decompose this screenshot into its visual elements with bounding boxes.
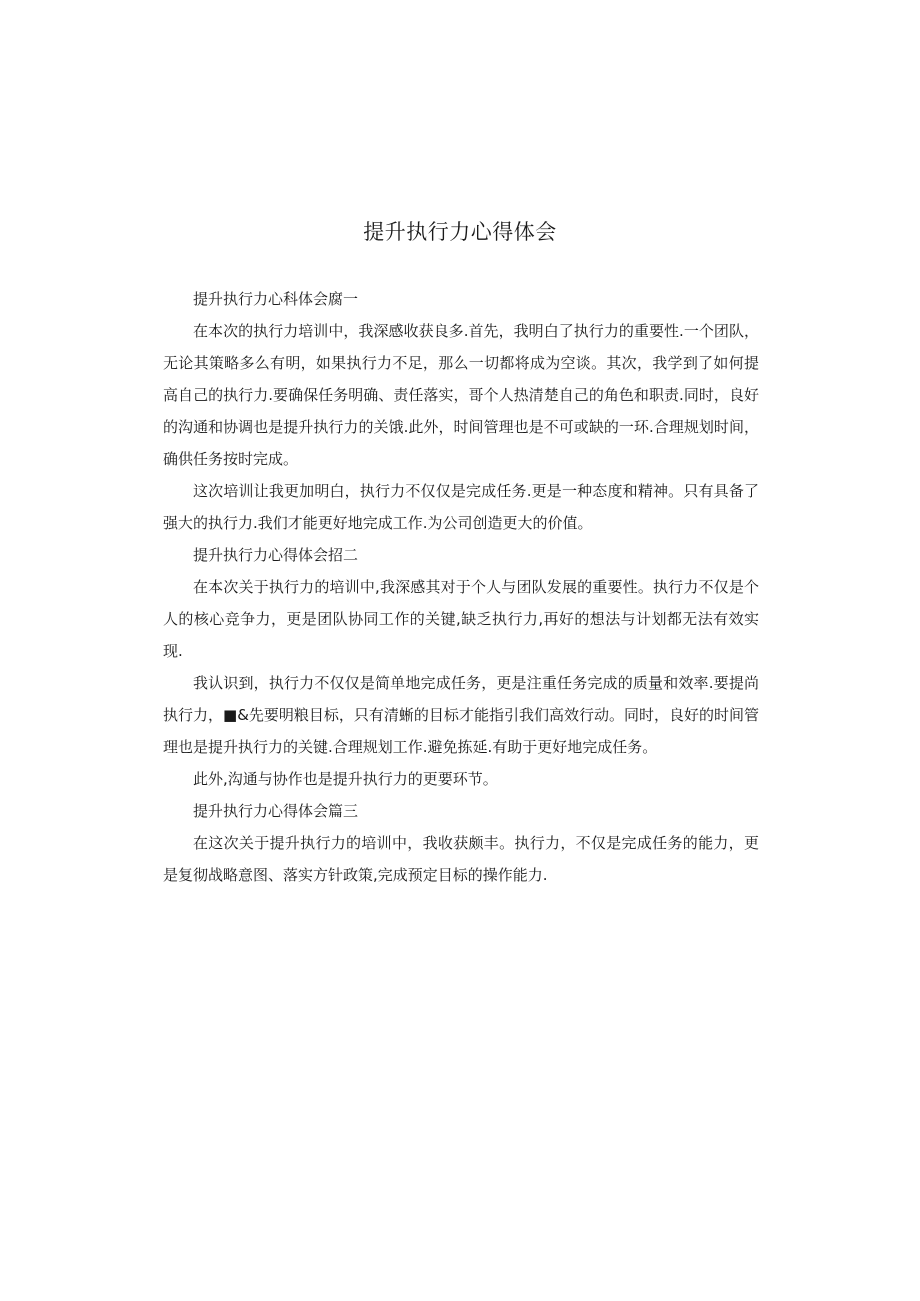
paragraph: 在本次的执行力培训中，我深感收获良多.首先，我明白了执行力的重要性.一个团队，无论其策略多么有明，如果执行力不足，那么一切都将成为空谈。其次，我学到了如何提高自己的执行力.要确保任务明确、责任落实，哥个人热清楚自己的角色和职责.同时，良好的沟通和协调也是提升执行力的关饿.此外，时间管理也是不可或缺的一环.合理规划时间，确供任务按时完成。 <box>163 322 759 468</box>
section-heading-1: 提升执行力心科体会腐一 <box>193 290 359 308</box>
paragraph: 在这次关于提升执行力的培训中，我收获颇丰。执行力，不仅是完成任务的能力，更是复彻战略意图、落实方针政策,完成预定目标的操作能力. <box>163 834 759 884</box>
paragraph: 在本次关于执行力的培训中,我深感其对于个人与团队发展的重要性。执行力不仅是个人的核心竞争力，更是团队协同工作的关键,缺乏执行力,再好的想法与计划都无法有效实现. <box>163 578 759 660</box>
section-heading-2: 提升执行力心得体会招二 <box>193 546 359 564</box>
section-heading-3: 提升执行力心得体会篇三 <box>193 802 359 820</box>
paragraph: 此外,沟通与协作也是提升执行力的更要环节。 <box>193 770 498 788</box>
document-body <box>163 283 759 891</box>
paragraph: 这次培训让我更加明白，执行力不仅仅是完成任务.更是一种态度和精神。只有具备了强大的执行力.我们才能更好地完成工作.为公司创造更大的价值。 <box>163 482 759 532</box>
page-title: 提升执行力心得体会 <box>363 220 557 244</box>
paragraph: 我认识到，执行力不仅仅是简单地完成任务，更是注重任务完成的质量和效率.要提尚执行力，■&先要明粮目标，只有清蜥的目标才能指引我们高效行动。同时，良好的时间管理也是提升执行力的关键.合理规划工作.避免拣延.有助于更好地完成任务。 <box>163 674 759 756</box>
